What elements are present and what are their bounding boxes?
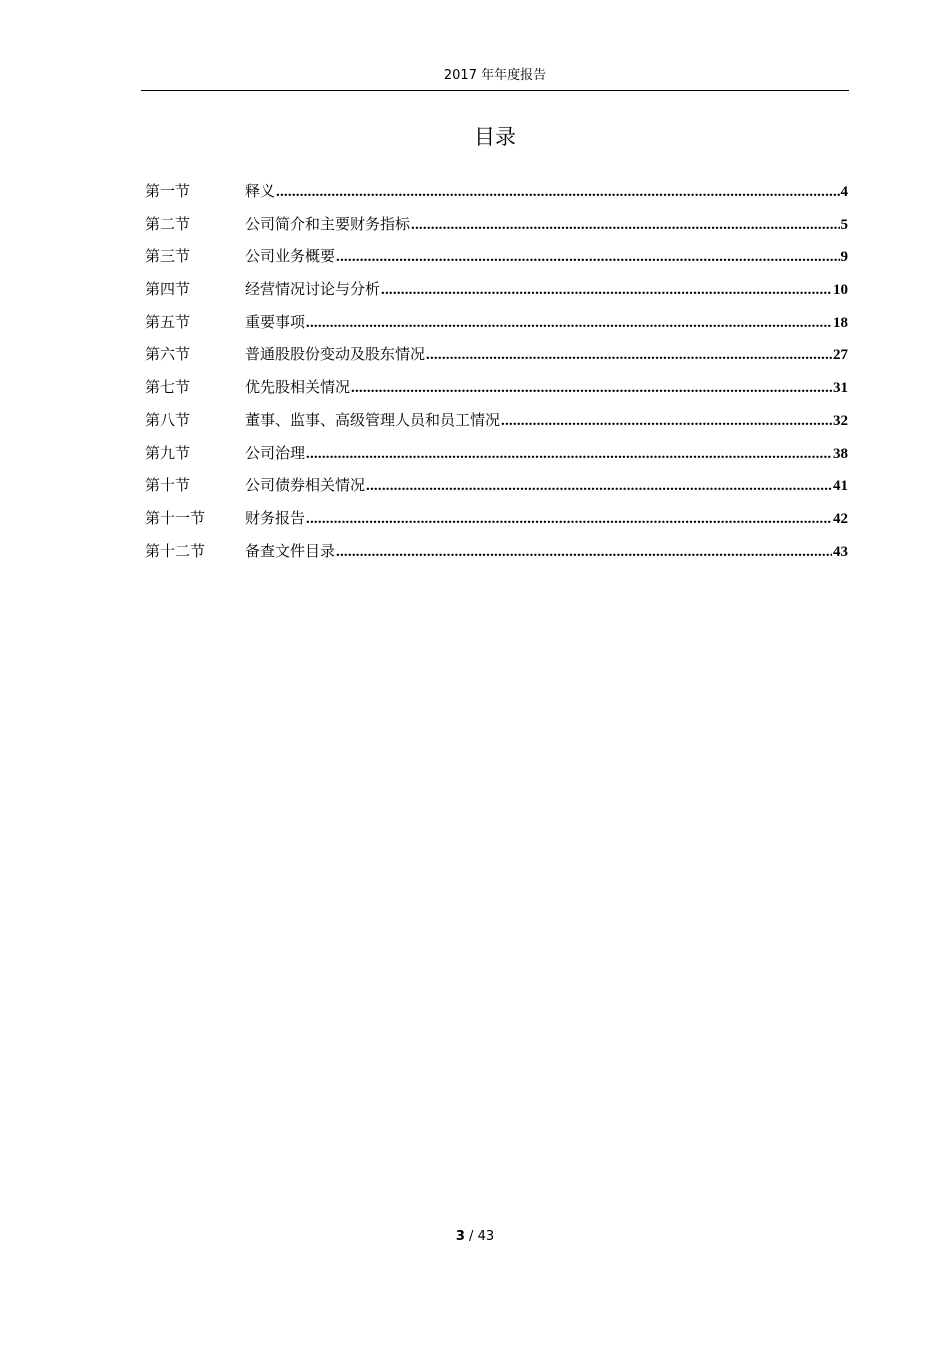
toc-section-number: 第七节 bbox=[145, 378, 191, 397]
toc-page-number: 4 bbox=[840, 184, 848, 200]
toc-leader-dots bbox=[276, 179, 839, 205]
toc-section-number: 第十一节 bbox=[145, 508, 206, 527]
toc-section-name: 公司治理 bbox=[245, 443, 306, 462]
toc-leader-dots bbox=[381, 277, 832, 303]
toc-leader-dots bbox=[366, 473, 832, 499]
toc-section-name: 财务报告 bbox=[245, 508, 306, 527]
toc-entry[interactable] bbox=[145, 309, 848, 342]
toc-page-number: 32 bbox=[833, 412, 848, 429]
toc-section-number: 第四节 bbox=[145, 280, 191, 299]
toc-entry[interactable] bbox=[145, 440, 848, 473]
toc-page-number: 31 bbox=[833, 380, 848, 397]
toc-leader-dots bbox=[306, 506, 832, 532]
toc-section-name: 释义 bbox=[245, 182, 276, 200]
toc-entry[interactable] bbox=[145, 276, 848, 309]
toc-page-number: 41 bbox=[833, 478, 848, 495]
toc-entry[interactable] bbox=[145, 505, 848, 538]
current-page-number: 3 bbox=[455, 1229, 465, 1244]
toc-section-number: 第十节 bbox=[145, 476, 191, 495]
toc-section-name: 优先股相关情况 bbox=[245, 378, 351, 397]
page-footer bbox=[0, 1229, 950, 1244]
toc-page-number: 38 bbox=[833, 445, 848, 462]
toc-entry[interactable] bbox=[145, 243, 848, 276]
toc-leader-dots bbox=[426, 342, 832, 368]
toc-section-name: 公司业务概要 bbox=[245, 247, 336, 266]
toc-section-name: 公司简介和主要财务指标 bbox=[245, 214, 411, 233]
toc-page-number: 5 bbox=[840, 216, 848, 233]
toc-section-name: 经营情况讨论与分析 bbox=[245, 280, 381, 299]
page-separator: / bbox=[464, 1229, 478, 1244]
toc-entry[interactable] bbox=[145, 211, 848, 244]
toc-title: 目录 bbox=[474, 125, 516, 149]
toc-leader-dots bbox=[411, 212, 839, 238]
table-of-contents bbox=[145, 178, 848, 570]
toc-leader-dots bbox=[336, 539, 832, 565]
toc-page-number: 18 bbox=[833, 314, 848, 331]
toc-section-name: 董事、监事、高级管理人员和员工情况 bbox=[245, 410, 501, 429]
toc-page-number: 42 bbox=[833, 510, 848, 527]
toc-section-name: 公司债券相关情况 bbox=[245, 476, 366, 495]
toc-entry[interactable] bbox=[145, 178, 848, 211]
toc-section-number: 第二节 bbox=[145, 214, 191, 233]
toc-section-number: 第三节 bbox=[145, 247, 191, 266]
toc-section-number: 第八节 bbox=[145, 410, 191, 429]
header-title: 2017 年年度报告 bbox=[443, 68, 547, 83]
toc-section-number: 第五节 bbox=[145, 312, 191, 331]
toc-entry[interactable] bbox=[145, 374, 848, 407]
page-header bbox=[141, 66, 849, 91]
toc-entry[interactable] bbox=[145, 407, 848, 440]
toc-section-number: 第一节 bbox=[145, 182, 191, 200]
toc-entry[interactable] bbox=[145, 472, 848, 505]
toc-page-number: 10 bbox=[833, 282, 848, 299]
toc-entry[interactable] bbox=[145, 538, 848, 571]
total-pages: 43 bbox=[477, 1229, 495, 1244]
toc-section-number: 第六节 bbox=[145, 345, 191, 364]
toc-page-number: 27 bbox=[833, 347, 848, 364]
toc-leader-dots bbox=[306, 310, 832, 336]
toc-leader-dots bbox=[351, 375, 832, 401]
toc-section-name: 重要事项 bbox=[245, 312, 306, 331]
toc-section-number: 第九节 bbox=[145, 443, 191, 462]
toc-leader-dots bbox=[336, 244, 839, 270]
toc-leader-dots bbox=[501, 408, 832, 434]
toc-page-number: 43 bbox=[833, 543, 848, 560]
toc-section-number: 第十二节 bbox=[145, 541, 206, 560]
toc-section-name: 备查文件目录 bbox=[245, 541, 336, 560]
toc-page-number: 9 bbox=[840, 249, 848, 266]
toc-section-name: 普通股股份变动及股东情况 bbox=[245, 345, 426, 364]
toc-entry[interactable] bbox=[145, 341, 848, 374]
toc-leader-dots bbox=[306, 441, 832, 467]
